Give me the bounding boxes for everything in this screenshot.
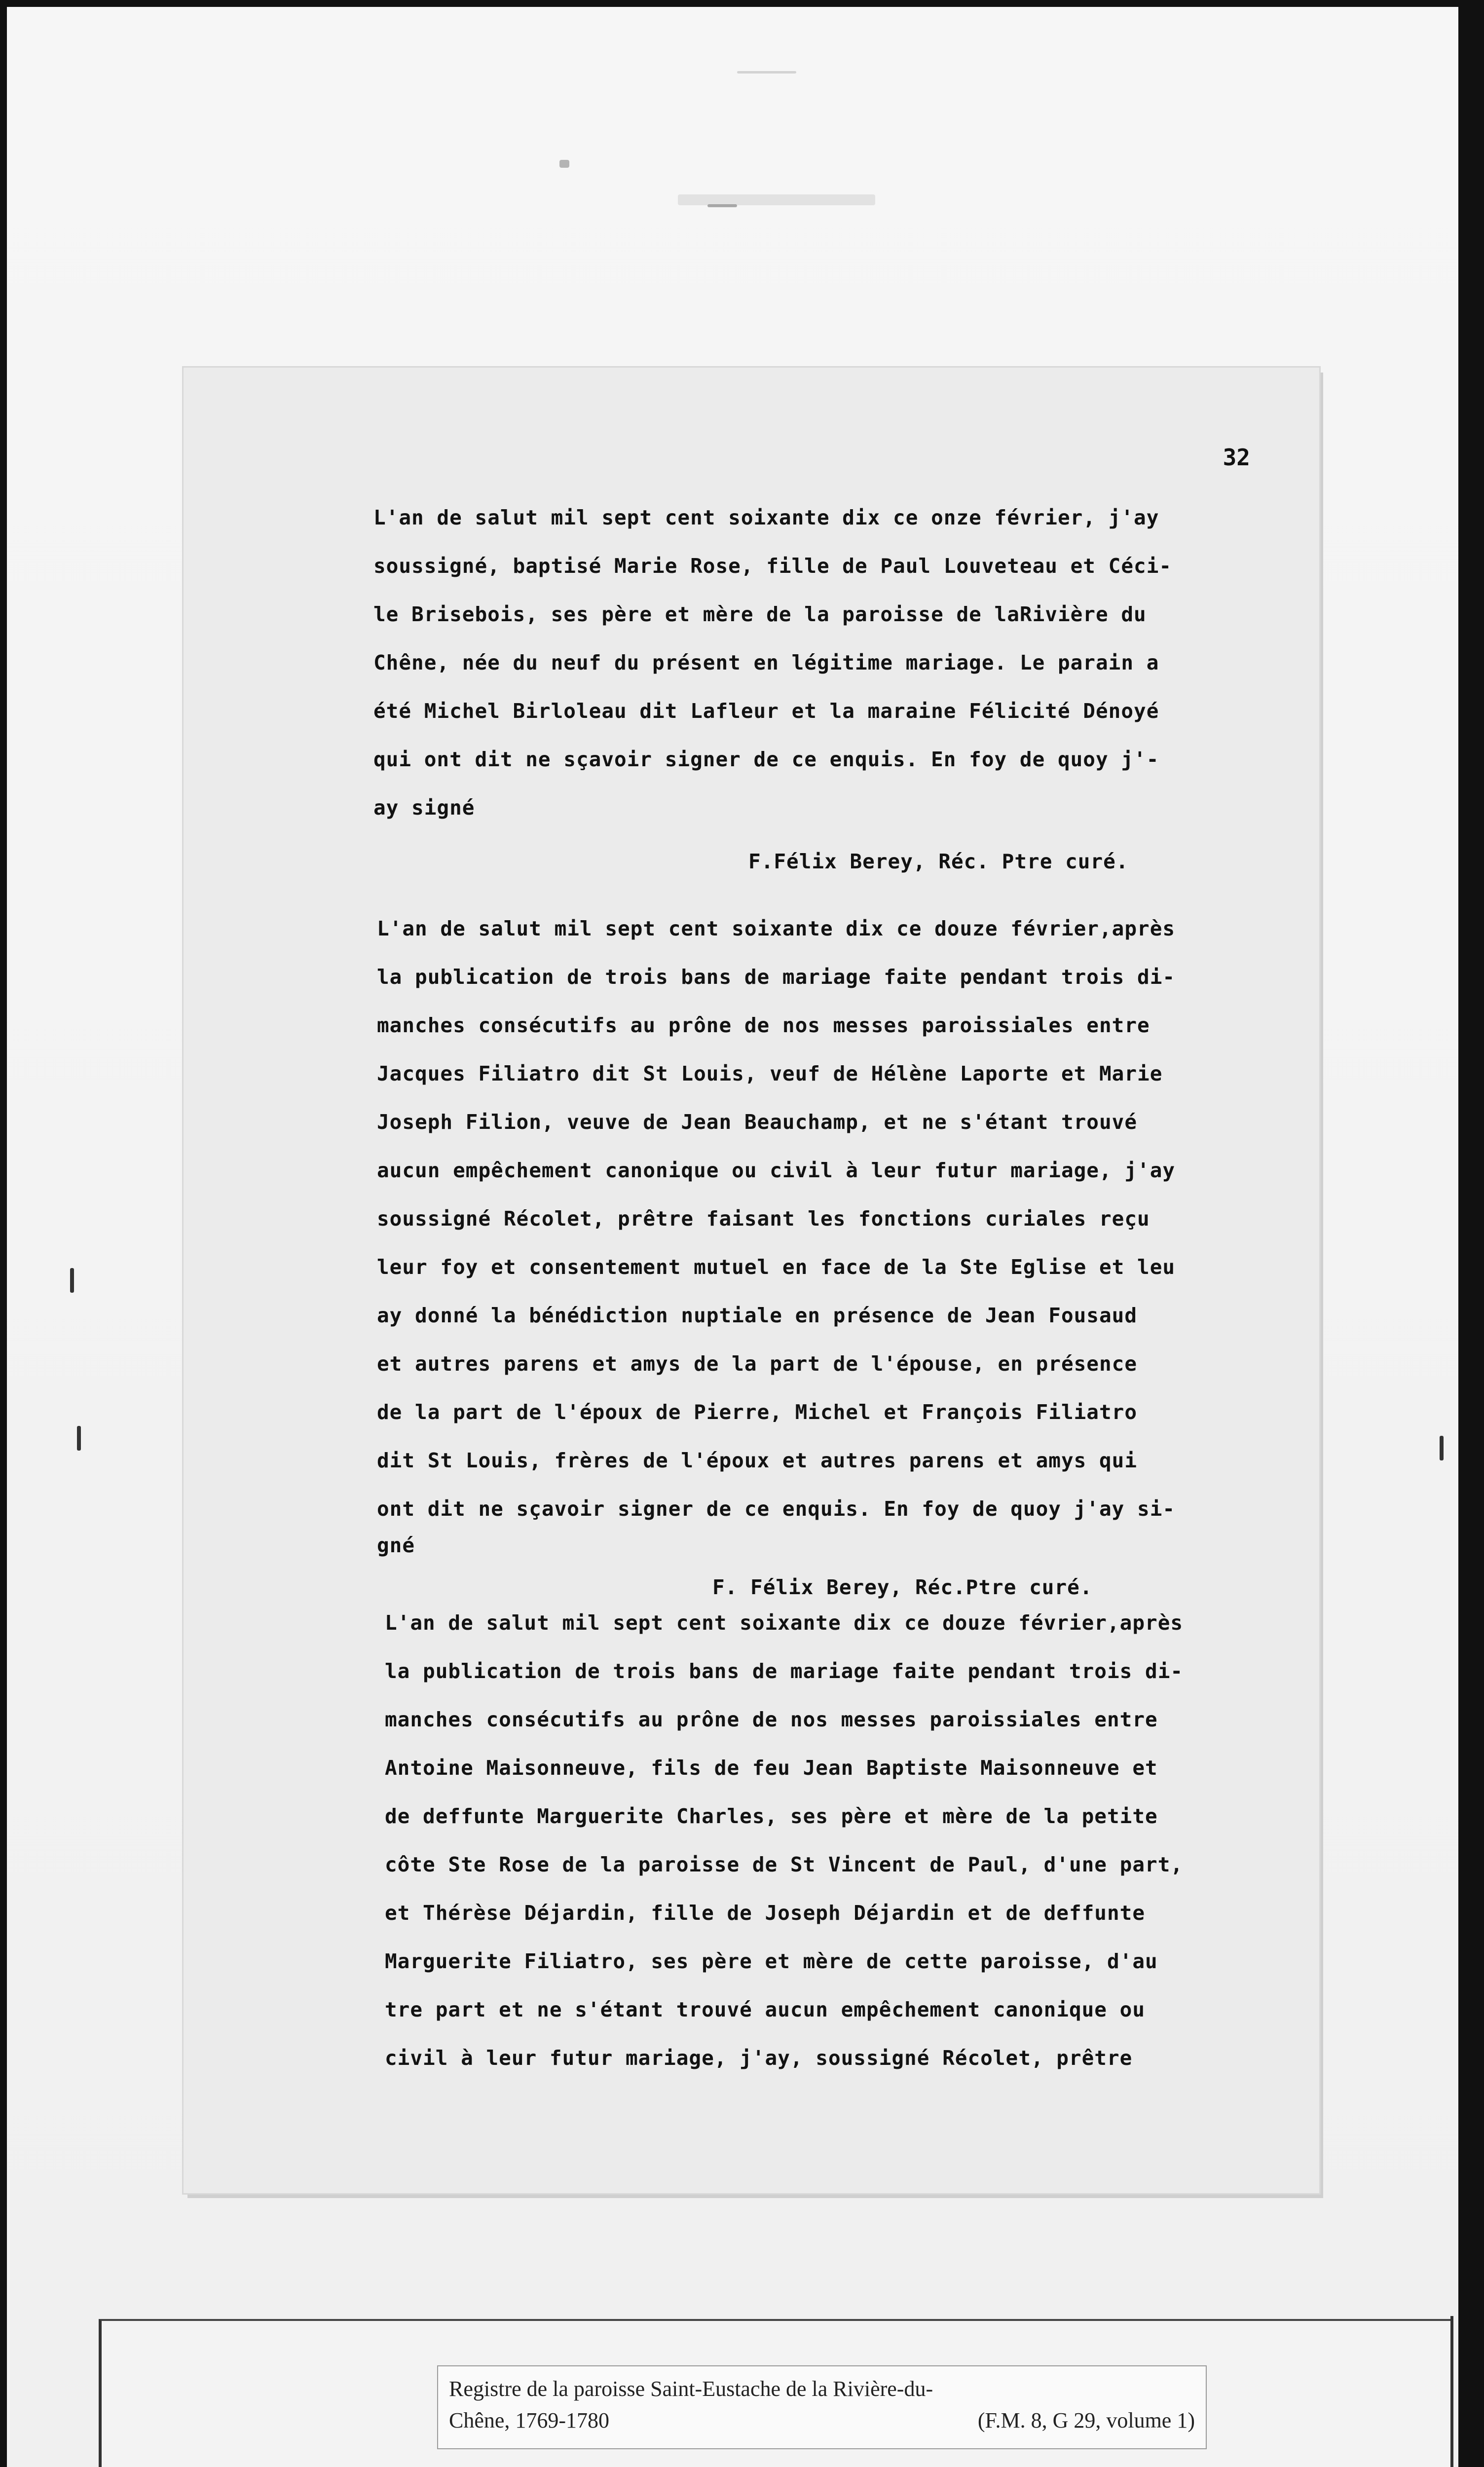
marriage-entry	[385, 1599, 1280, 2082]
citation-row	[449, 2373, 1195, 2405]
entry-line: L'an de salut mil sept cent soixante dix ce douze février,après	[385, 1611, 1184, 1635]
entry-line: la publication de trois bans de mariage faite pendant trois di-	[385, 1659, 1184, 1683]
entry-line: côte Ste Rose de la paroisse de St Vincent de Paul, d'une part,	[385, 1853, 1184, 1876]
entry-line: de la part de l'époux de Pierre, Michel et François Filiatro	[377, 1400, 1138, 1424]
entry-line: Joseph Filion, veuve de Jean Beauchamp, et ne s'étant trouvé	[377, 1110, 1138, 1134]
margin-mark	[77, 1426, 81, 1451]
baptism-entry	[373, 493, 1280, 891]
register-page	[184, 368, 1319, 2193]
entry-line: ont dit ne sçavoir signer de ce enquis. En foy de quoy j'ay si-	[377, 1497, 1176, 1521]
entry-line: L'an de salut mil sept cent soixante dix ce onze février, j'ay	[373, 506, 1159, 529]
entry-line: gné	[377, 1533, 415, 1557]
entry-line: et Thérèse Déjardin, fille de Joseph Déjardin et de deffunte	[385, 1901, 1146, 1925]
entry-line: leur foy et consentement mutuel en face de la Ste Eglise et leu	[377, 1255, 1176, 1279]
entry-line: manches consécutifs au prône de nos messes paroissiales entre	[385, 1708, 1158, 1731]
citation-strip	[437, 2365, 1207, 2449]
citation-line-2-left: Chêne, 1769-1780	[449, 2408, 610, 2432]
entry-line: le Brisebois, ses père et mère de la paroisse de laRivière du	[373, 602, 1147, 626]
entry-line: et autres parens et amys de la part de l'épouse, en présence	[377, 1352, 1138, 1376]
entry-line: ay signé	[373, 796, 475, 820]
marriage-entry	[377, 904, 1280, 1617]
entry-line: de deffunte Marguerite Charles, ses père et mère de la petite	[385, 1804, 1158, 1828]
citation-row	[449, 2405, 1195, 2436]
film-scratch	[678, 194, 875, 205]
entry-line: soussigné Récolet, prêtre faisant les fonctions curiales reçu	[377, 1207, 1150, 1231]
citation-line-1: Registre de la paroisse Saint-Eustache de la Rivière-du-	[449, 2377, 933, 2401]
entry-line: la publication de trois bans de mariage faite pendant trois di-	[377, 965, 1176, 989]
margin-mark	[70, 1268, 74, 1293]
page-number: 32	[1223, 444, 1250, 471]
entry-line: tre part et ne s'étant trouvé aucun empêchement canonique ou	[385, 1998, 1146, 2021]
entry-line: Marguerite Filiatro, ses père et mère de cette paroisse, d'au	[385, 1949, 1158, 1973]
entry-line: ay donné la bénédiction nuptiale en présence de Jean Fousaud	[377, 1304, 1138, 1327]
film-scratch	[707, 204, 737, 207]
entry-signature: F.Félix Berey, Réc. Ptre curé.	[748, 850, 1129, 873]
card-edge	[1450, 2316, 1453, 2467]
entry-line: civil à leur futur mariage, j'ay, soussigné Récolet, prêtre	[385, 2046, 1133, 2070]
entry-line: L'an de salut mil sept cent soixante dix ce douze février,après	[377, 917, 1176, 940]
entry-line: dit St Louis, frères de l'époux et autres parens et amys qui	[377, 1449, 1138, 1472]
entry-line: aucun empêchement canonique ou civil à leur futur mariage, j'ay	[377, 1159, 1176, 1182]
entry-line: qui ont dit ne sçavoir signer de ce enquis. En foy de quoy j'-	[373, 748, 1159, 771]
entry-line: Antoine Maisonneuve, fils de feu Jean Baptiste Maisonneuve et	[385, 1756, 1158, 1780]
entry-line: Chêne, née du neuf du présent en légitime mariage. Le parain a	[373, 651, 1159, 674]
entry-signature: F. Félix Berey, Réc.Ptre curé.	[712, 1575, 1093, 1599]
entry-line: soussigné, baptisé Marie Rose, fille de Paul Louveteau et Céci-	[373, 554, 1172, 578]
entry-line: manches consécutifs au prône de nos messes paroissiales entre	[377, 1013, 1150, 1037]
entry-line: Jacques Filiatro dit St Louis, veuf de Hélène Laporte et Marie	[377, 1062, 1163, 1085]
archive-label-card	[99, 2319, 1453, 2467]
entry-line: été Michel Birloleau dit Lafleur et la maraine Félicité Dénoyé	[373, 699, 1159, 723]
film-scratch	[559, 160, 569, 168]
film-scratch	[737, 71, 796, 74]
citation-line-2-right: (F.M. 8, G 29, volume 1)	[977, 2408, 1195, 2432]
margin-mark	[1440, 1436, 1444, 1460]
